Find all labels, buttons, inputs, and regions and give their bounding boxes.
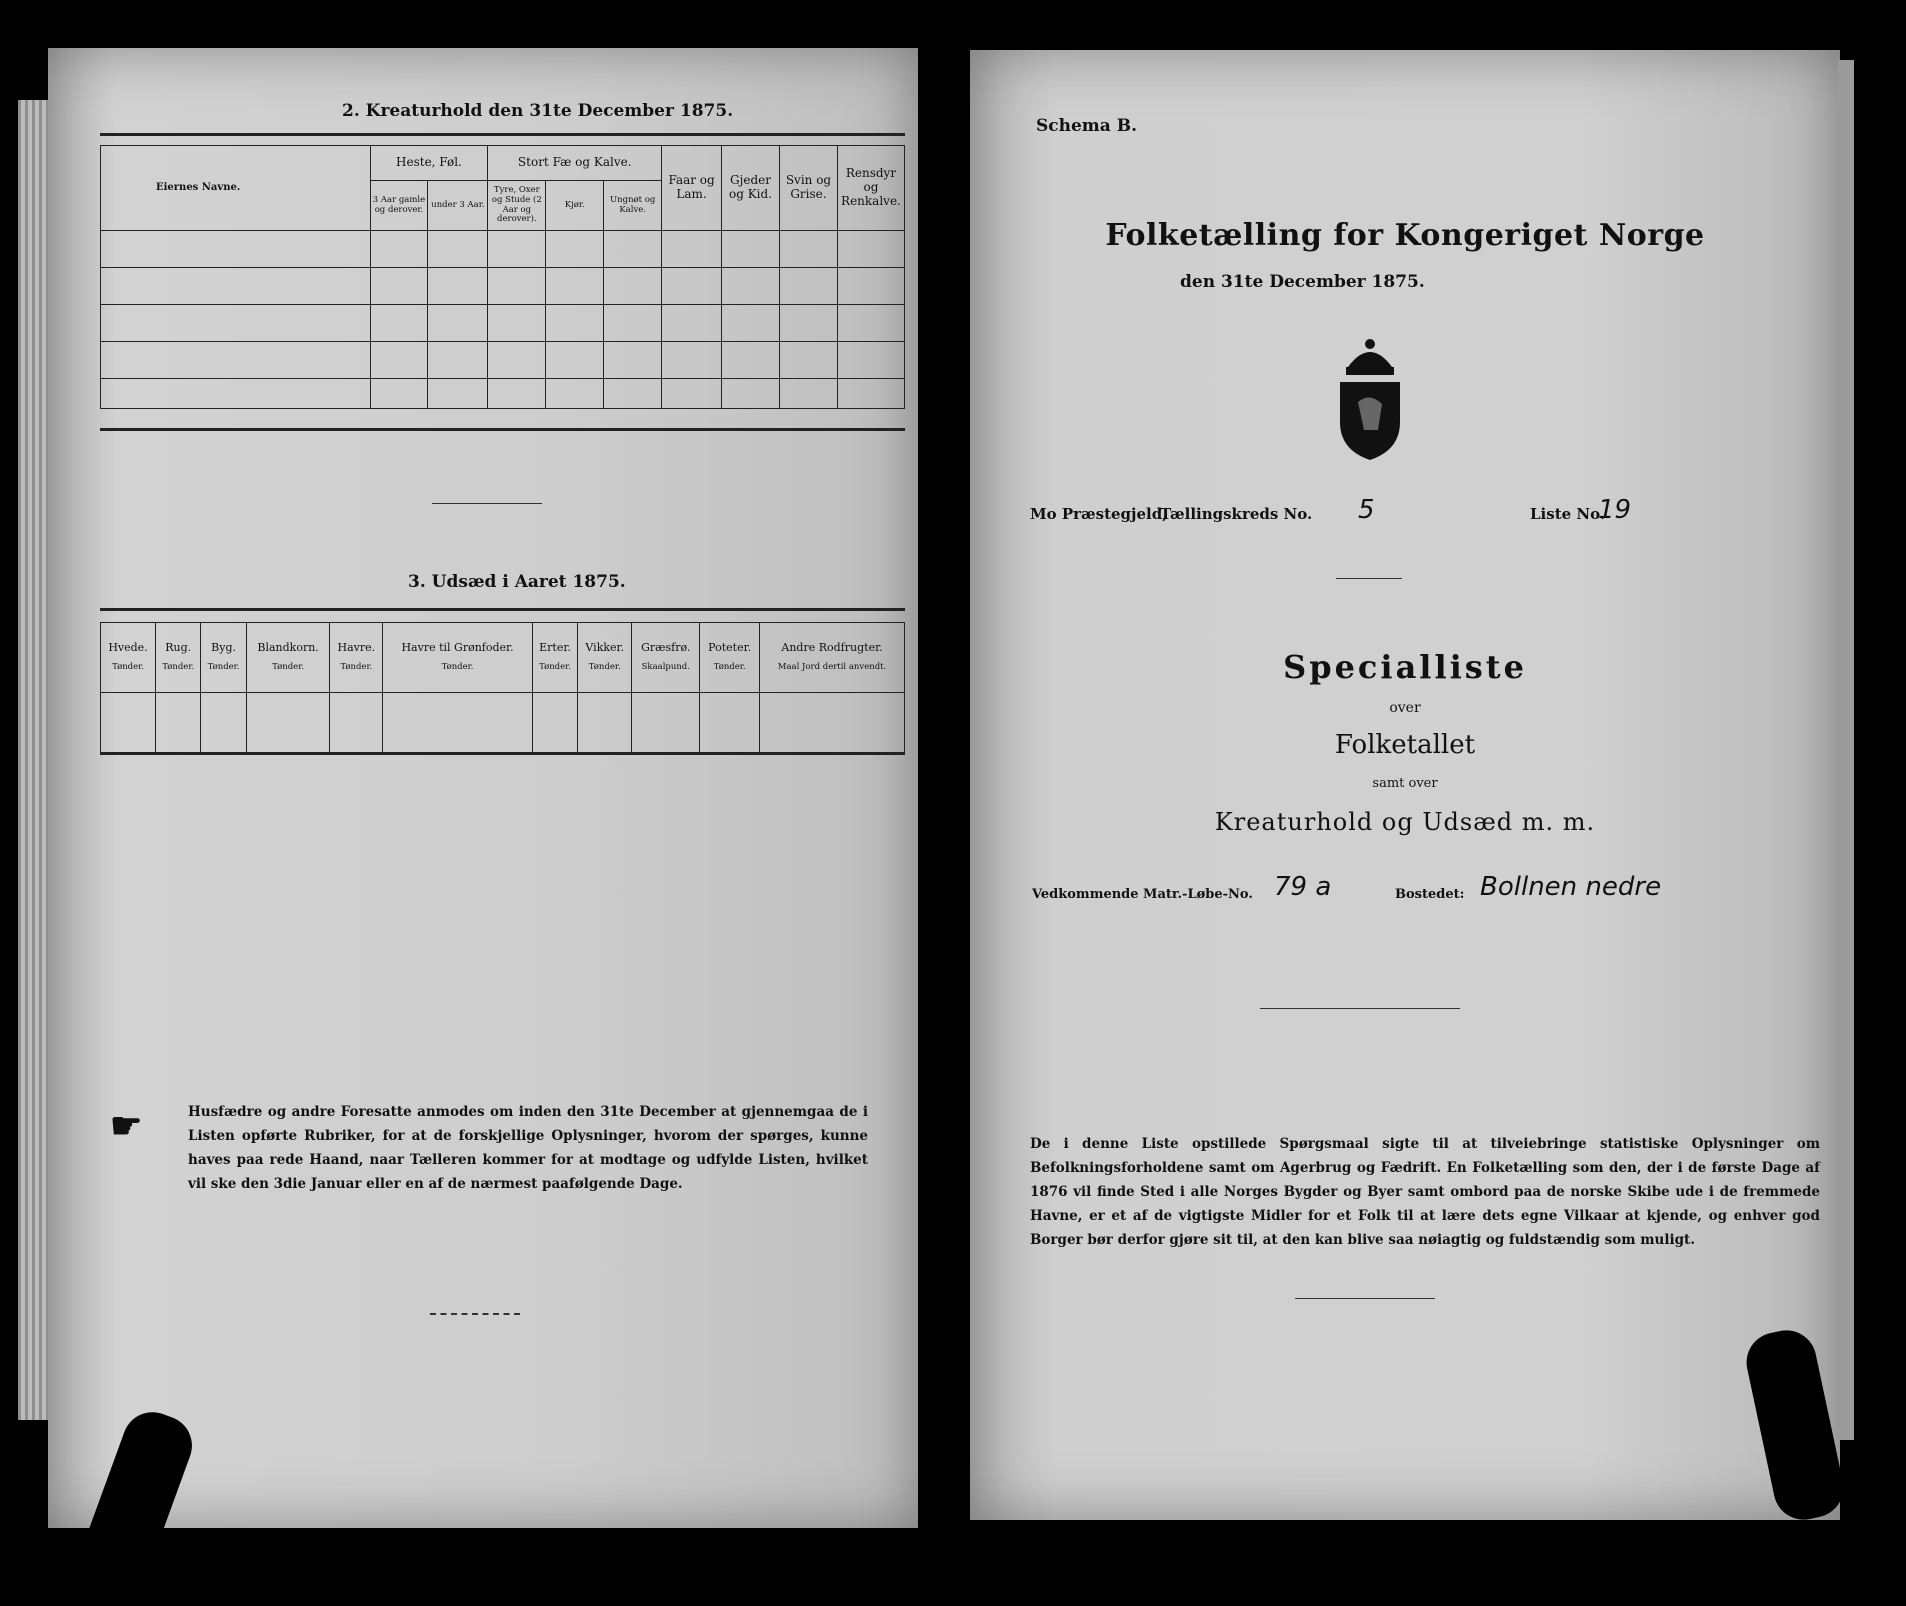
sowing-unit: Maal Jord dertil anvendt.	[777, 661, 887, 672]
list-label: Liste No.	[1530, 505, 1606, 523]
reindeer-header: Rensdyr og Renkalve.	[837, 146, 904, 231]
sowing-crop-name: Vikker.	[585, 641, 625, 655]
sowing-crop-name: Rug.	[165, 641, 192, 655]
sowing-crop-name: Blandkorn.	[257, 641, 319, 655]
pigs-header: Svin og Grise.	[780, 146, 838, 231]
goats-header: Gjeder og Kid.	[722, 146, 780, 231]
sowing-header-9	[700, 623, 760, 693]
sowing-cell	[578, 693, 632, 753]
sowing-crop-name: Poteter.	[708, 641, 752, 655]
specialliste-title: Specialliste	[1283, 648, 1527, 686]
sowing-unit: Tønder.	[162, 661, 195, 672]
sowing-bottom-rule	[100, 752, 905, 755]
coat-of-arms-icon	[1328, 332, 1412, 462]
section2-title: 2. Kreaturhold den 31te December 1875.	[342, 101, 734, 121]
matr-label: Vedkommende Matr.-Løbe-No.	[1032, 887, 1253, 902]
sowing-unit: Tønder.	[588, 661, 621, 672]
folketallet-title: Folketallet	[1334, 730, 1476, 760]
divider-bottom	[430, 1313, 520, 1315]
divider	[432, 503, 542, 504]
sowing-cell	[156, 693, 201, 753]
parish-label: Mo Præstegjeld,	[1030, 505, 1168, 523]
sowing-header-0	[101, 623, 156, 693]
census-title: Folketælling for Kongeriget Norge	[1105, 218, 1705, 253]
sowing-cell	[246, 693, 330, 753]
census-date: den 31te December 1875.	[1180, 272, 1425, 292]
horses-old-header: 3 Aar gamle og derover.	[370, 181, 428, 231]
matr-number: 79 a	[1274, 872, 1332, 902]
table-top-rule	[100, 133, 905, 136]
samt-over-text: samt over	[1372, 776, 1438, 791]
table-bottom-rule	[100, 428, 905, 431]
sowing-header-2	[201, 623, 246, 693]
sowing-unit: Tønder.	[207, 661, 240, 672]
sowing-unit: Tønder.	[272, 661, 305, 672]
sowing-crop-name: Andre Rodfrugter.	[781, 641, 883, 655]
sowing-header-6	[532, 623, 577, 693]
sowing-header-3	[246, 623, 330, 693]
sowing-crop-name: Havre.	[337, 641, 376, 655]
sowing-unit: Tønder.	[112, 661, 144, 672]
bostedet-label: Bostedet:	[1395, 887, 1465, 902]
cattle-header: Stort Fæ og Kalve.	[488, 146, 662, 181]
schema-label: Schema B.	[1036, 116, 1138, 136]
page-edge-stack	[18, 100, 48, 1420]
sowing-top-rule	[100, 608, 905, 611]
over-text: over	[1389, 700, 1421, 716]
sowing-unit: Tønder.	[340, 661, 373, 672]
divider-right	[1336, 578, 1402, 579]
sowing-cell	[532, 693, 577, 753]
list-number: 19	[1598, 495, 1632, 525]
sheep-header: Faar og Lam.	[662, 146, 722, 231]
sowing-unit: Tønder.	[539, 661, 571, 672]
pointing-hand-icon: ☛	[110, 1105, 143, 1147]
sowing-cell	[201, 693, 246, 753]
sowing-cell	[101, 693, 156, 753]
sowing-crop-name: Erter.	[539, 641, 571, 655]
sowing-header-5	[383, 623, 533, 693]
sowing-unit: Tønder.	[441, 661, 474, 672]
sowing-cell	[760, 693, 905, 753]
cows-header: Kjør.	[546, 181, 604, 231]
right-page-edge	[1838, 60, 1854, 1440]
sowing-table	[100, 622, 905, 753]
sowing-unit: Skaalpund.	[641, 661, 690, 672]
sowing-header-1	[156, 623, 201, 693]
sowing-crop-name: Havre til Grønfoder.	[401, 641, 514, 655]
sowing-unit: Tønder.	[713, 661, 746, 672]
bulls-header: Tyre, Oxer og Stude (2 Aar og derover).	[488, 181, 546, 231]
sowing-cell	[632, 693, 700, 753]
sowing-cell	[330, 693, 383, 753]
sowing-crop-name: Hvede.	[108, 641, 148, 655]
calves-header: Ungnøt og Kalve.	[604, 181, 662, 231]
divider-end	[1295, 1298, 1435, 1299]
sowing-crop-name: Byg.	[211, 641, 236, 655]
sowing-header-4	[330, 623, 383, 693]
owner-header: Eiernes Navne.	[101, 146, 371, 231]
bostedet-value: Bollnen nedre	[1480, 872, 1662, 902]
horses-header: Heste, Føl.	[370, 146, 488, 181]
section3-title: 3. Udsæd i Aaret 1875.	[408, 572, 626, 592]
sowing-header-10	[760, 623, 905, 693]
district-number: 5	[1358, 495, 1375, 525]
horses-young-header: under 3 Aar.	[428, 181, 488, 231]
purpose-paragraph: De i denne Liste opstillede Spørgsmaal sigte til at tilveiebringe statistiske Oplysninger om Befolkningsforholdene samt om Agerbrug og Fædrift. En Folketælling som den, der i de første Dage af 1876 vil finde Sted i alle Norges Bygder og Byer samt ombord paa de norske Skibe ude i de fremmede Havne, er et af de vigtigste Midler for et Folk til at lære dets egne Vilkaar at kjende, og enhver god Borger bør derfor gjøre sit til, at den kan blive saa nøiagtig og fuldstændig som muligt.	[1030, 1136, 1820, 1248]
notice-text: Husfædre og andre Foresatte anmodes om inden den 31te December at gjennemgaa de i Listen opførte Rubriker, for at de forskjellige Oplysninger, hvorom der spørges, kunne haves paa rede Haand, naar Tælleren kommer for at modtage og udfylde Listen, hvilket vil ske den 3die Januar eller en af de nærmest paafølgende Dage.	[188, 1104, 868, 1192]
district-label: Tællingskreds No.	[1160, 505, 1313, 523]
sowing-crop-name: Græsfrø.	[641, 641, 691, 655]
livestock-table	[100, 145, 905, 409]
sowing-header-7	[578, 623, 632, 693]
sowing-header-8	[632, 623, 700, 693]
divider-mid	[1260, 1008, 1460, 1009]
kreaturhold-title: Kreaturhold og Udsæd m. m.	[1214, 808, 1596, 836]
sowing-cell	[383, 693, 533, 753]
sowing-cell	[700, 693, 760, 753]
